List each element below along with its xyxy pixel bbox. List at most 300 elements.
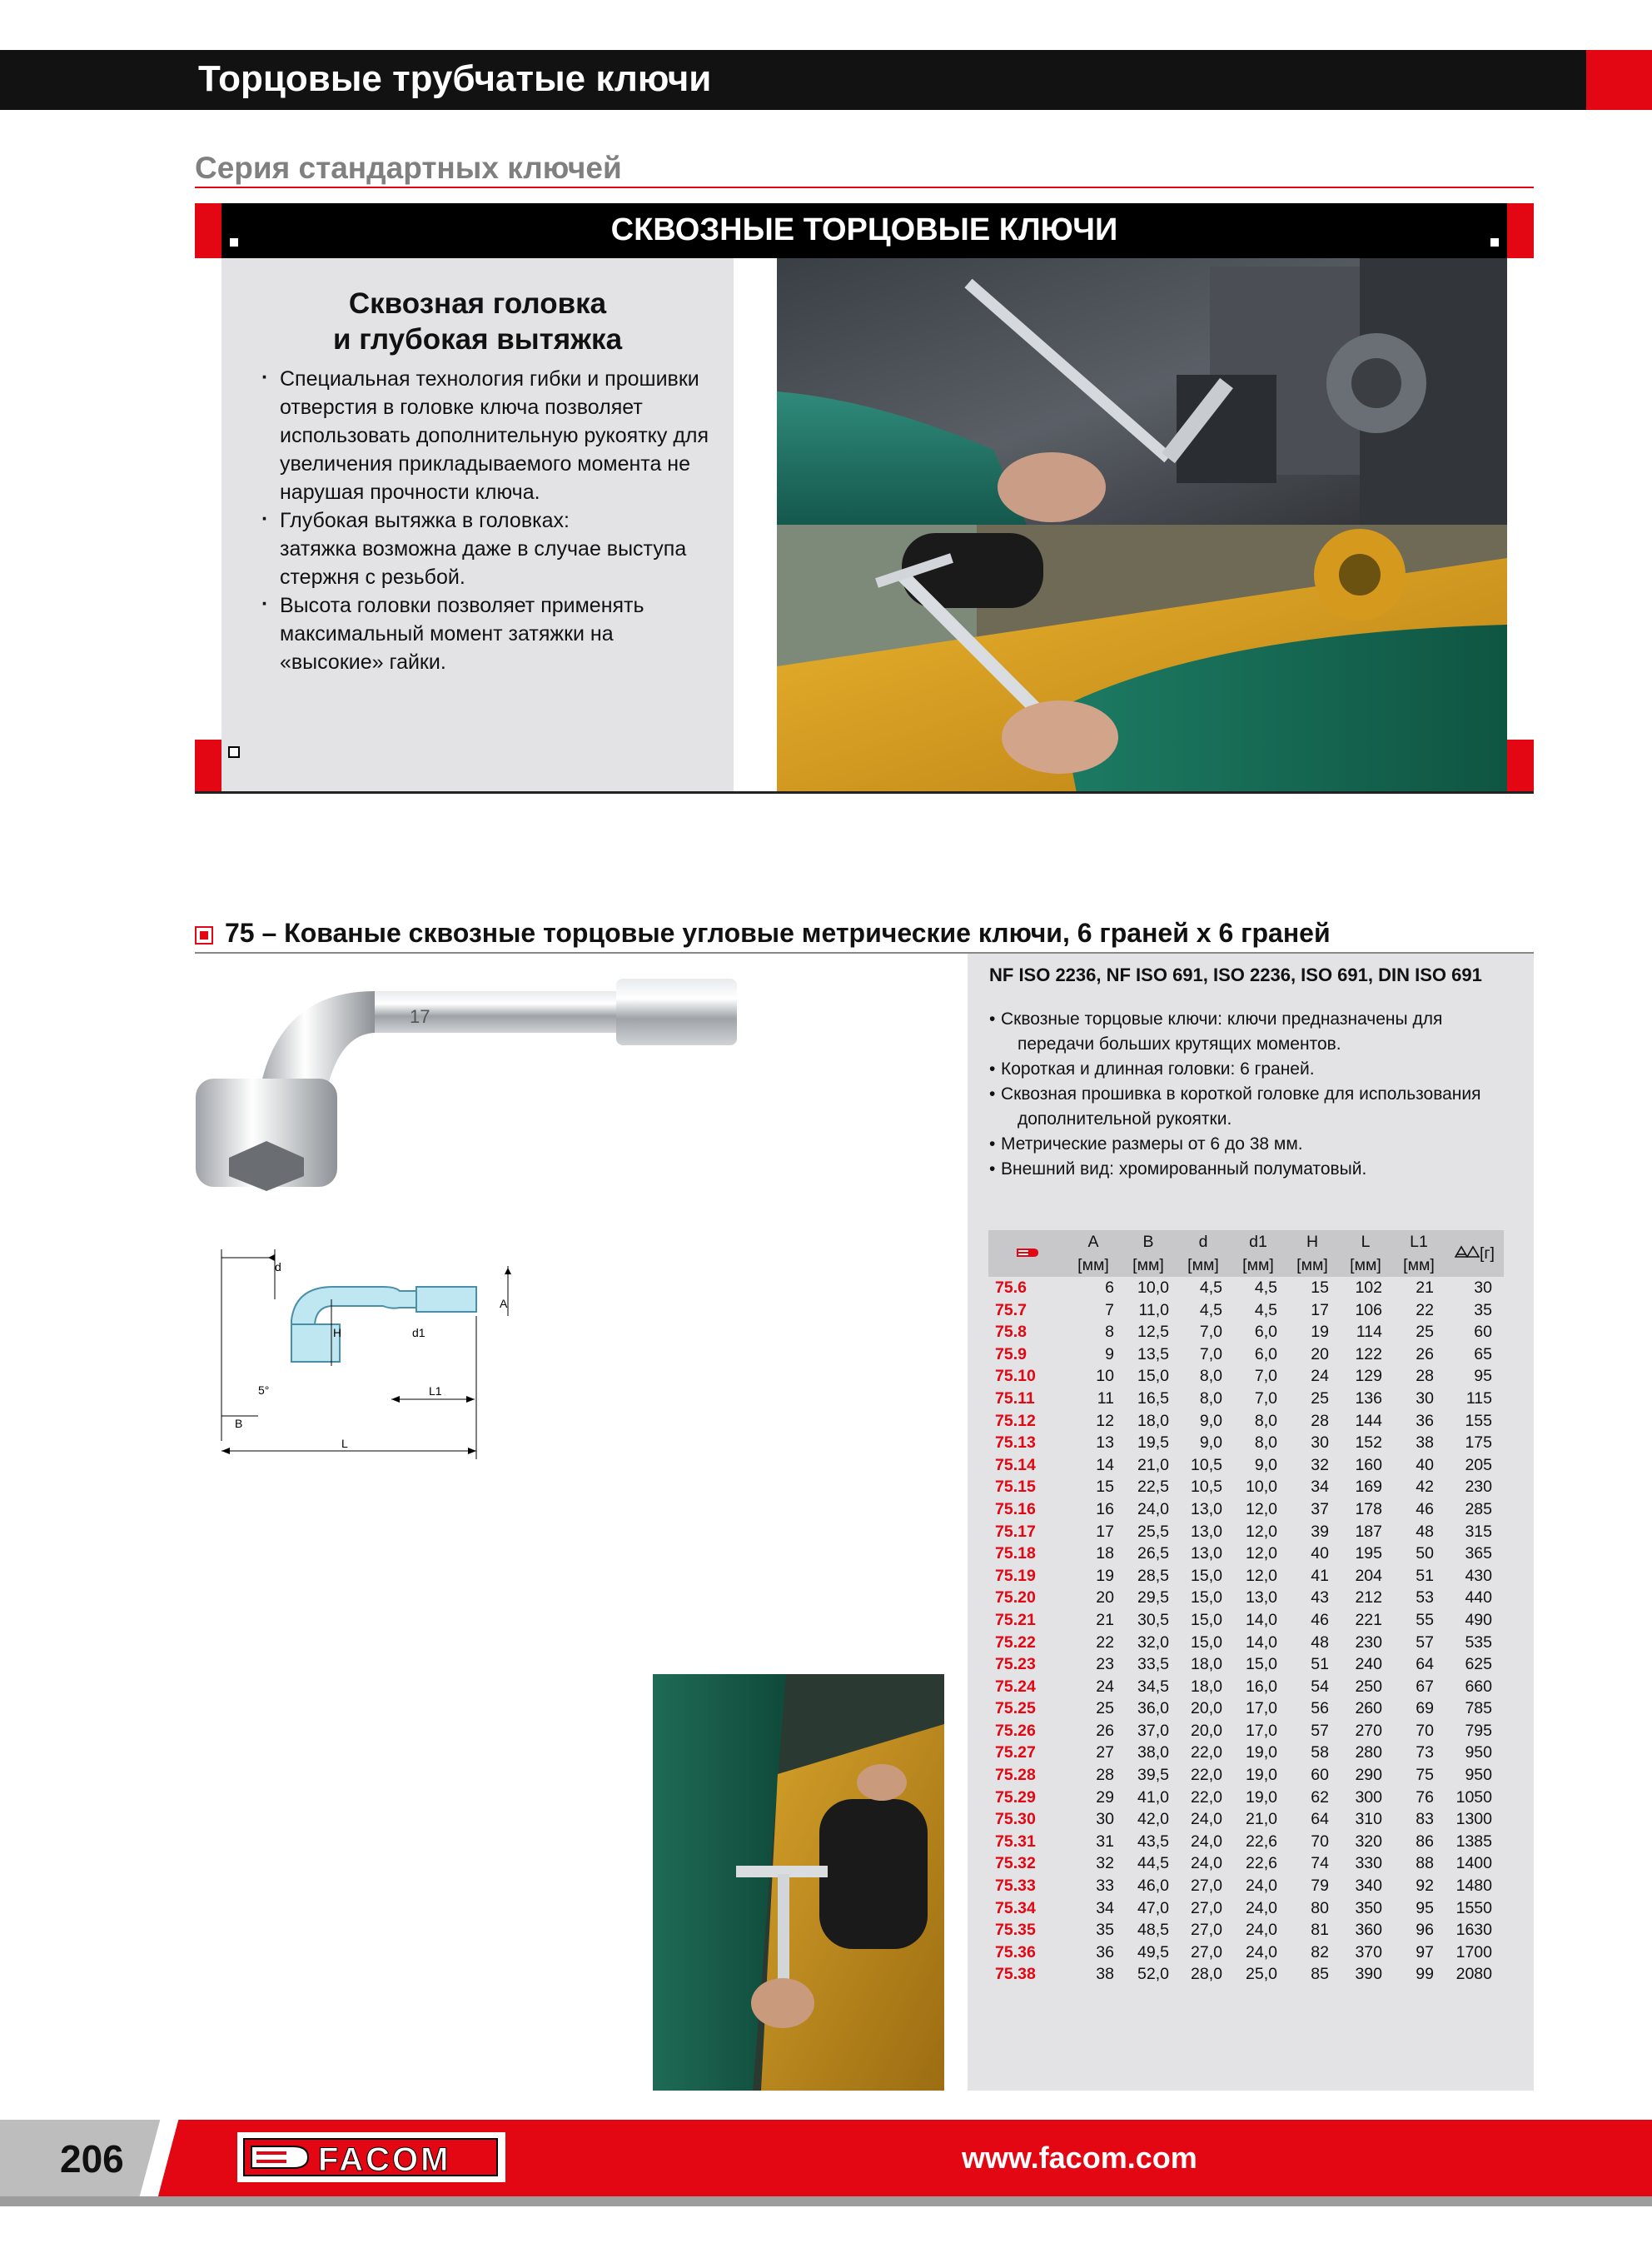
table-cell: 51	[1416, 1566, 1434, 1585]
table-cell: 56	[1311, 1699, 1329, 1718]
wrench-engraving: 17	[410, 1006, 430, 1027]
table-row	[988, 1831, 1504, 1853]
table-cell: 21	[1416, 1279, 1434, 1297]
table-cell: 1630	[1455, 1921, 1492, 1940]
table-cell: 300	[1355, 1787, 1382, 1807]
table-cell: 53	[1416, 1588, 1434, 1607]
table-row	[988, 1432, 1504, 1454]
table-cell: 4,5	[1199, 1279, 1222, 1297]
table-cell: 30	[1311, 1433, 1329, 1453]
table-cell: 24	[1096, 1677, 1114, 1696]
table-cell: 20,0	[1191, 1699, 1222, 1718]
table-cell: 310	[1355, 1810, 1382, 1829]
table-cell: 7,0	[1254, 1388, 1277, 1408]
table-cell: 106	[1355, 1300, 1382, 1319]
table-cell: 18,0	[1191, 1677, 1222, 1696]
table-cell: 88	[1416, 1854, 1434, 1873]
table-cell: 27	[1096, 1743, 1114, 1762]
label-l1: L1	[429, 1384, 442, 1398]
table-cell: 37,0	[1137, 1721, 1169, 1740]
table-cell: 6,0	[1254, 1323, 1277, 1342]
bullet-line: · Глубокая вытяжка в головках:	[280, 509, 570, 532]
table-cell: 43,5	[1137, 1832, 1169, 1851]
table-cell: 660	[1465, 1677, 1492, 1696]
table-row	[988, 1742, 1504, 1764]
table-cell: 8,0	[1254, 1433, 1277, 1453]
table-cell: 365	[1465, 1544, 1492, 1563]
article-code: 75.24	[995, 1677, 1036, 1696]
bullet-line: максимальный момент затяжки на	[280, 622, 614, 645]
table-cell: 7,0	[1254, 1367, 1277, 1386]
table-cell: 64	[1416, 1655, 1434, 1674]
table-cell: 11,0	[1138, 1300, 1169, 1319]
banner-bottom-divider	[195, 791, 1534, 794]
header-red-accent	[1586, 50, 1652, 110]
table-cell: 795	[1465, 1721, 1492, 1740]
table-cell: 24,0	[1246, 1898, 1277, 1917]
wrench-illustration	[183, 958, 949, 1199]
table-cell: 34	[1311, 1478, 1329, 1497]
table-cell: 27,0	[1191, 1877, 1222, 1896]
column-header: B	[1142, 1233, 1154, 1251]
unit-header: [мм]	[1403, 1256, 1435, 1274]
table-cell: 240	[1355, 1655, 1382, 1674]
photo-machine-wrench	[777, 525, 1507, 793]
table-cell: 20,0	[1191, 1721, 1222, 1740]
table-cell: 28,5	[1137, 1566, 1169, 1585]
article-code: 75.34	[995, 1898, 1036, 1917]
table-cell: 950	[1465, 1743, 1492, 1762]
table-cell: 28	[1416, 1367, 1434, 1386]
table-cell: 13	[1096, 1433, 1114, 1453]
table-cell: 19,0	[1246, 1743, 1277, 1762]
table-cell: 58	[1311, 1743, 1329, 1762]
table-cell: 129	[1355, 1367, 1382, 1386]
article-code: 75.6	[995, 1279, 1027, 1297]
table-cell: 24,0	[1191, 1832, 1222, 1851]
table-cell: 36	[1096, 1942, 1114, 1961]
product-square-icon	[195, 926, 213, 945]
label-l: L	[341, 1437, 348, 1450]
article-code: 75.13	[995, 1433, 1036, 1453]
banner-foot-right	[1507, 740, 1534, 793]
article-code: 75.29	[995, 1787, 1036, 1807]
article-code: 75.19	[995, 1566, 1036, 1585]
table-cell: 195	[1355, 1544, 1382, 1563]
article-code: 75.18	[995, 1544, 1036, 1563]
table-cell: 12,5	[1137, 1323, 1169, 1342]
table-cell: 28	[1311, 1411, 1329, 1430]
table-row	[988, 1919, 1504, 1941]
table-cell: 19,0	[1246, 1766, 1277, 1785]
table-cell: 102	[1355, 1279, 1382, 1297]
table-cell: 16,0	[1246, 1677, 1277, 1696]
table-cell: 13,0	[1191, 1522, 1222, 1541]
list-item	[989, 1007, 1522, 1057]
table-cell: 28	[1096, 1766, 1114, 1785]
article-code: 75.16	[995, 1499, 1036, 1518]
table-row	[988, 1365, 1504, 1388]
table-cell: 39,5	[1137, 1766, 1169, 1785]
table-row	[988, 1697, 1504, 1720]
unit-header: [мм]	[1296, 1256, 1328, 1274]
bullet-line: · Специальная технология гибки и прошивки	[280, 367, 699, 391]
table-cell: 18	[1096, 1544, 1114, 1563]
list-item	[989, 1057, 1522, 1082]
article-code: 75.9	[995, 1344, 1027, 1363]
table-cell: 114	[1356, 1323, 1382, 1342]
table-row	[988, 1498, 1504, 1521]
table-cell: 4,5	[1199, 1300, 1222, 1319]
banner-foot-left	[195, 740, 221, 793]
table-cell: 75	[1416, 1766, 1434, 1785]
table-cell: 15,0	[1191, 1588, 1222, 1607]
table-cell: 175	[1465, 1433, 1492, 1453]
table-row	[988, 1609, 1504, 1632]
table-cell: 22	[1096, 1632, 1114, 1652]
list-item	[261, 506, 724, 591]
table-cell: 25,5	[1137, 1522, 1169, 1541]
table-cell: 47,0	[1137, 1898, 1169, 1917]
article-code: 75.38	[995, 1965, 1036, 1984]
table-cell: 70	[1416, 1721, 1434, 1740]
table-cell: 24,0	[1191, 1810, 1222, 1829]
website-link[interactable]: www.facom.com	[962, 2141, 1197, 2175]
table-cell: 43	[1311, 1588, 1329, 1607]
list-item	[261, 591, 724, 676]
table-cell: 25	[1311, 1388, 1329, 1408]
weight-unit: [г]	[1480, 1244, 1495, 1263]
table-cell: 26,5	[1137, 1544, 1169, 1563]
table-cell: 70	[1311, 1832, 1329, 1851]
table-row	[988, 1543, 1504, 1565]
table-cell: 46	[1416, 1499, 1434, 1518]
table-cell: 34,5	[1137, 1677, 1169, 1696]
table-cell: 160	[1355, 1455, 1382, 1474]
table-row	[988, 1476, 1504, 1498]
table-cell: 24	[1311, 1367, 1329, 1386]
article-code: 75.28	[995, 1766, 1036, 1785]
table-cell: 27,0	[1191, 1921, 1222, 1940]
table-cell: 19,0	[1246, 1787, 1277, 1807]
table-cell: 6	[1105, 1279, 1114, 1297]
table-cell: 39	[1311, 1522, 1329, 1541]
table-cell: 285	[1465, 1499, 1492, 1518]
table-cell: 26	[1416, 1344, 1434, 1363]
table-cell: 9,0	[1199, 1433, 1222, 1453]
article-code: 75.20	[995, 1588, 1036, 1607]
table-cell: 35	[1474, 1300, 1492, 1319]
table-cell: 330	[1355, 1854, 1382, 1873]
table-cell: 42	[1416, 1478, 1434, 1497]
table-cell: 13,0	[1191, 1499, 1222, 1518]
table-row	[988, 1343, 1504, 1366]
table-cell: 99	[1416, 1965, 1434, 1984]
table-cell: 12	[1096, 1411, 1114, 1430]
feature-line: дополнительной рукоятки.	[1018, 1109, 1232, 1129]
article-code: 75.31	[995, 1832, 1036, 1851]
table-cell: 8,0	[1199, 1388, 1222, 1408]
table-cell: 360	[1355, 1921, 1382, 1940]
table-cell: 19,5	[1137, 1433, 1169, 1453]
table-header-row	[988, 1230, 1504, 1254]
table-cell: 320	[1355, 1832, 1382, 1851]
table-cell: 28,0	[1191, 1965, 1222, 1984]
table-row	[988, 1764, 1504, 1787]
table-cell: 51	[1311, 1655, 1329, 1674]
table-cell: 80	[1311, 1898, 1329, 1917]
table-cell: 1050	[1455, 1787, 1492, 1807]
table-cell: 16	[1096, 1499, 1114, 1518]
table-row	[988, 1299, 1504, 1322]
info-bullet-list	[261, 365, 724, 676]
table-cell: 4,5	[1254, 1279, 1277, 1297]
table-row	[988, 1963, 1504, 1986]
label-angle: 5°	[258, 1383, 270, 1397]
feature-line: передачи больших крутящих моментов.	[1018, 1034, 1341, 1054]
table-row	[988, 1388, 1504, 1410]
facom-logo-icon	[988, 1230, 1066, 1277]
article-code: 75.11	[995, 1388, 1035, 1408]
dimensions-table	[988, 1230, 1504, 1986]
table-cell: 24,0	[1246, 1877, 1277, 1896]
table-cell: 36,0	[1137, 1699, 1169, 1718]
table-cell: 48	[1416, 1522, 1434, 1541]
section-subtitle: Серия стандартных ключей	[195, 151, 622, 185]
article-code: 75.12	[995, 1411, 1036, 1430]
table-cell: 27,0	[1191, 1942, 1222, 1961]
table-cell: 14	[1096, 1455, 1114, 1474]
table-cell: 83	[1416, 1810, 1434, 1829]
table-cell: 29	[1096, 1787, 1114, 1807]
table-row	[988, 1720, 1504, 1742]
table-cell: 250	[1355, 1677, 1382, 1696]
column-header: L	[1361, 1233, 1371, 1251]
info-heading-line: и глубокая вытяжка	[332, 323, 623, 356]
unit-header: [мм]	[1350, 1256, 1381, 1274]
standards-line: NF ISO 2236, NF ISO 691, ISO 2236, ISO 691, DIN ISO 691	[989, 964, 1482, 985]
table-cell: 60	[1311, 1766, 1329, 1785]
bullet-line: «высокие» гайки.	[280, 650, 446, 674]
table-cell: 12,0	[1246, 1522, 1277, 1541]
table-cell: 10,5	[1191, 1478, 1222, 1497]
table-cell: 12,0	[1246, 1566, 1277, 1585]
article-code: 75.17	[995, 1522, 1036, 1541]
table-cell: 29,5	[1137, 1588, 1169, 1607]
table-cell: 62	[1311, 1787, 1329, 1807]
table-cell: 15	[1311, 1279, 1329, 1297]
table-cell: 86	[1416, 1832, 1434, 1851]
column-header: H	[1306, 1233, 1319, 1251]
table-cell: 24,0	[1191, 1854, 1222, 1873]
article-code: 75.21	[995, 1610, 1036, 1629]
spec-panel	[968, 954, 1534, 2091]
table-cell: 13,5	[1137, 1344, 1169, 1363]
table-cell: 15,0	[1191, 1610, 1222, 1629]
table-cell: 67	[1416, 1677, 1434, 1696]
feature-banner	[195, 203, 1534, 258]
table-cell: 155	[1465, 1411, 1492, 1430]
table-cell: 97	[1416, 1942, 1434, 1961]
bullet-line: увеличения прикладываемого момента не	[280, 452, 691, 476]
article-code: 75.7	[995, 1300, 1027, 1319]
article-code: 75.10	[995, 1367, 1036, 1386]
table-cell: 49,5	[1137, 1942, 1169, 1961]
table-cell: 57	[1416, 1632, 1434, 1652]
table-cell: 17	[1311, 1300, 1329, 1319]
table-row	[988, 1852, 1504, 1875]
table-cell: 12,0	[1246, 1499, 1277, 1518]
table-cell: 81	[1311, 1921, 1329, 1940]
column-header: A	[1087, 1233, 1099, 1251]
table-cell: 38	[1416, 1433, 1434, 1453]
article-code: 75.22	[995, 1632, 1036, 1652]
unit-header: [мм]	[1242, 1256, 1274, 1274]
table-cell: 46,0	[1137, 1877, 1169, 1896]
table-cell: 22,0	[1191, 1787, 1222, 1807]
table-cell: 25	[1416, 1323, 1434, 1342]
table-cell: 230	[1465, 1478, 1492, 1497]
table-row	[988, 1410, 1504, 1433]
table-cell: 64	[1311, 1810, 1329, 1829]
table-cell: 42,0	[1137, 1810, 1169, 1829]
article-code: 75.35	[995, 1921, 1036, 1940]
table-cell: 73	[1416, 1743, 1434, 1762]
table-cell: 1700	[1455, 1942, 1492, 1961]
article-code: 75.33	[995, 1877, 1036, 1896]
column-header: L1	[1410, 1233, 1428, 1251]
table-cell: 390	[1355, 1965, 1382, 1984]
column-header: d	[1198, 1233, 1208, 1251]
table-cell: 115	[1465, 1388, 1492, 1408]
table-cell: 24,0	[1246, 1921, 1277, 1940]
article-code: 75.32	[995, 1854, 1036, 1873]
table-cell: 950	[1465, 1766, 1492, 1785]
table-cell: 280	[1355, 1743, 1382, 1762]
table-cell: 40	[1416, 1455, 1434, 1474]
table-cell: 4,5	[1254, 1300, 1277, 1319]
table-row	[988, 1897, 1504, 1920]
table-cell: 18,0	[1191, 1655, 1222, 1674]
table-cell: 270	[1355, 1721, 1382, 1740]
table-cell: 20	[1096, 1588, 1114, 1607]
table-cell: 92	[1416, 1877, 1434, 1896]
table-cell: 212	[1355, 1588, 1382, 1607]
scale-icon	[1455, 1245, 1480, 1259]
table-cell: 26	[1096, 1721, 1114, 1740]
table-cell: 204	[1355, 1566, 1382, 1585]
table-cell: 7	[1105, 1300, 1114, 1319]
feature-line: • Внешний вид: хромированный полуматовый.	[1001, 1159, 1367, 1179]
table-cell: 8,0	[1254, 1411, 1277, 1430]
table-row	[988, 1808, 1504, 1831]
list-item	[989, 1157, 1522, 1182]
table-cell: 15,0	[1191, 1632, 1222, 1652]
table-cell: 38,0	[1137, 1743, 1169, 1762]
page-header	[0, 50, 1652, 110]
table-cell: 14,0	[1246, 1610, 1277, 1629]
unit-header: [мм]	[1187, 1256, 1219, 1274]
table-cell: 21,0	[1246, 1810, 1277, 1829]
article-code: 75.14	[995, 1455, 1036, 1474]
table-cell: 22,6	[1246, 1832, 1277, 1851]
table-cell: 490	[1465, 1610, 1492, 1629]
table-cell: 7,0	[1199, 1323, 1222, 1342]
info-heading-line: Сквозная головка	[348, 287, 607, 320]
table-cell: 122	[1355, 1344, 1382, 1363]
table-cell: 65	[1474, 1344, 1492, 1363]
table-cell: 13,0	[1246, 1588, 1277, 1607]
table-cell: 22,6	[1246, 1854, 1277, 1873]
table-cell: 205	[1465, 1455, 1492, 1474]
table-cell: 95	[1416, 1898, 1434, 1917]
article-code: 75.8	[995, 1323, 1027, 1342]
table-cell: 10	[1096, 1367, 1114, 1386]
column-header: d1	[1249, 1233, 1267, 1251]
article-code: 75.25	[995, 1699, 1036, 1718]
table-cell: 15,0	[1246, 1655, 1277, 1674]
table-cell: 22	[1416, 1300, 1434, 1319]
table-cell: 2080	[1455, 1965, 1492, 1984]
table-cell: 96	[1416, 1921, 1434, 1940]
table-cell: 1480	[1455, 1877, 1492, 1896]
table-cell: 315	[1465, 1522, 1492, 1541]
label-a: A	[500, 1297, 508, 1310]
table-cell: 535	[1465, 1632, 1492, 1652]
table-cell: 152	[1355, 1433, 1382, 1453]
table-cell: 15	[1096, 1478, 1114, 1497]
table-cell: 785	[1465, 1699, 1492, 1718]
article-code: 75.27	[995, 1743, 1036, 1762]
table-row	[988, 1587, 1504, 1609]
table-cell: 48,5	[1137, 1921, 1169, 1940]
page-title: Торцовые трубчатые ключи	[198, 58, 712, 99]
table-cell: 32	[1311, 1455, 1329, 1474]
article-code: 75.36	[995, 1942, 1036, 1961]
table-cell: 178	[1355, 1499, 1382, 1518]
table-cell: 35	[1096, 1921, 1114, 1940]
bullet-line: отверстия в головке ключа позволяет	[280, 396, 643, 419]
table-cell: 82	[1311, 1942, 1329, 1961]
table-cell: 9	[1105, 1344, 1114, 1363]
bullet-line: · Высота головки позволяет применять	[280, 594, 644, 617]
table-cell: 9,0	[1199, 1411, 1222, 1430]
table-cell: 55	[1416, 1610, 1434, 1629]
table-row	[988, 1521, 1504, 1543]
table-cell: 1300	[1455, 1810, 1492, 1829]
table-cell: 74	[1311, 1854, 1329, 1873]
table-cell: 37	[1311, 1499, 1329, 1518]
label-b: B	[235, 1417, 243, 1430]
table-cell: 370	[1355, 1942, 1382, 1961]
table-row	[988, 1277, 1504, 1299]
table-cell: 38	[1096, 1965, 1114, 1984]
table-cell: 44,5	[1137, 1854, 1169, 1873]
table-cell: 11	[1097, 1388, 1114, 1408]
info-heading	[221, 286, 734, 357]
table-cell: 144	[1355, 1411, 1382, 1430]
table-cell: 10,0	[1246, 1478, 1277, 1497]
photo-worker-wrench	[653, 1674, 944, 2091]
table-row	[988, 1787, 1504, 1809]
table-row	[988, 1454, 1504, 1477]
feature-line: • Короткая и длинная головки: 6 граней.	[1001, 1059, 1315, 1079]
photo-engine-wrench	[777, 258, 1507, 525]
table-cell: 290	[1355, 1766, 1382, 1785]
table-cell: 430	[1465, 1566, 1492, 1585]
table-body	[988, 1277, 1504, 1986]
table-cell: 6,0	[1254, 1344, 1277, 1363]
